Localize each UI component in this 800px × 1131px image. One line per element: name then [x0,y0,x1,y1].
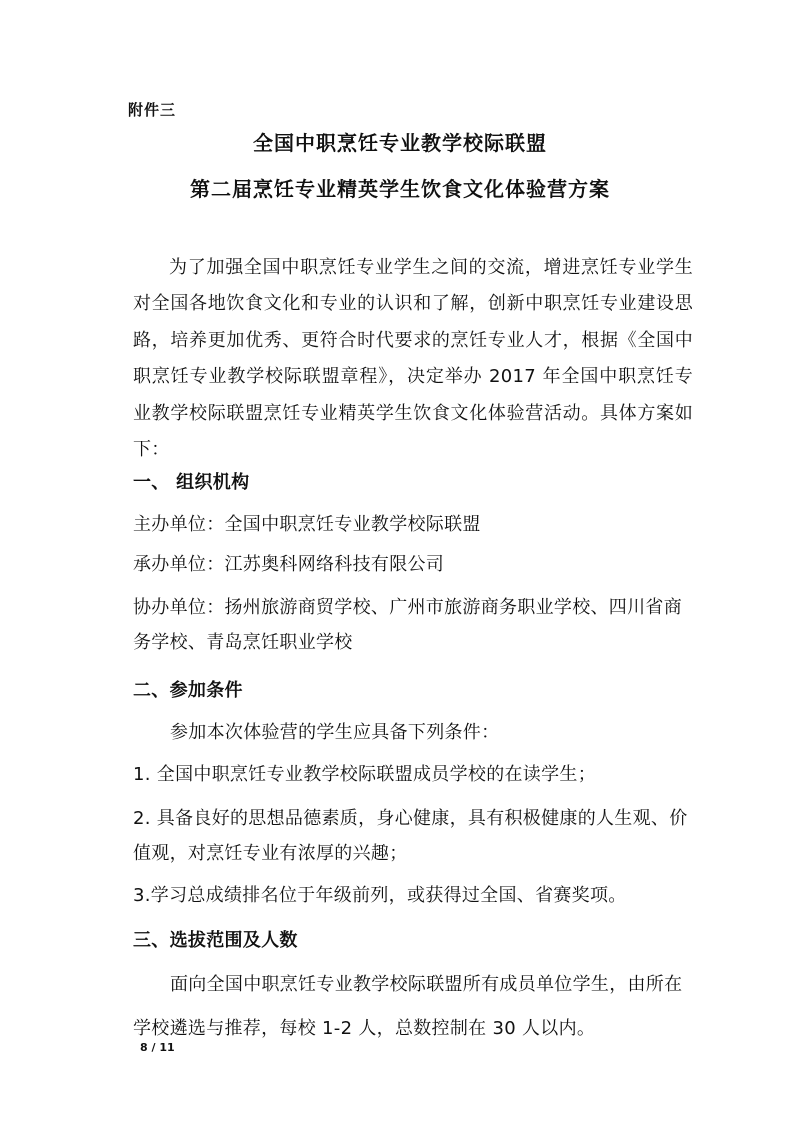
page-number: 8 / 11 [140,1041,175,1054]
intro-paragraph: 为了加强全国中职烹饪专业学生之间的交流，增进烹饪专业学生对全国各地饮食文化和专业的认识和了解，创新中职烹饪专业建设思路，培养更加优秀、更符合时代要求的烹饪专业人才，根据《全国中职烹饪专业教学校际联盟章程》，决定举办 2017 年全国中职烹饪专业教学校际联盟烹饪专业精英学生饮食文化体验营活动。具体方案如下： [133,257,693,461]
section2-heading: 二、参加条件 [133,680,243,701]
section1-heading: 一、 组织机构 [133,472,250,493]
condition-item-3: 3.学习总成绩排名位于年级前列，或获得过全国、省赛奖项。 [133,885,627,906]
co-organizer-units: 协办单位：扬州旅游商贸学校、广州市旅游商务职业学校、四川省商务学校、青岛烹饪职业学校 [133,597,682,653]
condition-item-1: 1. 全国中职烹饪专业教学校际联盟成员学校的在读学生； [133,764,596,785]
document-title-line1: 全国中职烹饪专业教学校际联盟 [253,131,547,155]
organizer-unit: 承办单位：江苏奥科网络科技有限公司 [133,554,445,575]
host-unit: 主办单位：全国中职烹饪专业教学校际联盟 [133,514,481,535]
document-title-line2: 第二届烹饪专业精英学生饮食文化体验营方案 [190,177,610,201]
section3-heading: 三、选拔范围及人数 [133,930,298,951]
attachment-label: 附件三 [128,101,177,119]
conditions-intro: 参加本次体验营的学生应具备下列条件： [170,722,500,743]
condition-item-2: 2. 具备良好的思想品德素质，身心健康，具有积极健康的人生观、价值观，对烹饪专业有浓厚的兴趣； [133,808,688,864]
section3-body-line1: 面向全国中职烹饪专业教学校际联盟所有成员单位学生，由所在 [170,974,683,995]
section3-body-line2: 学校遴选与推荐，每校 1-2 人，总数控制在 30 人以内。 [133,1018,596,1039]
